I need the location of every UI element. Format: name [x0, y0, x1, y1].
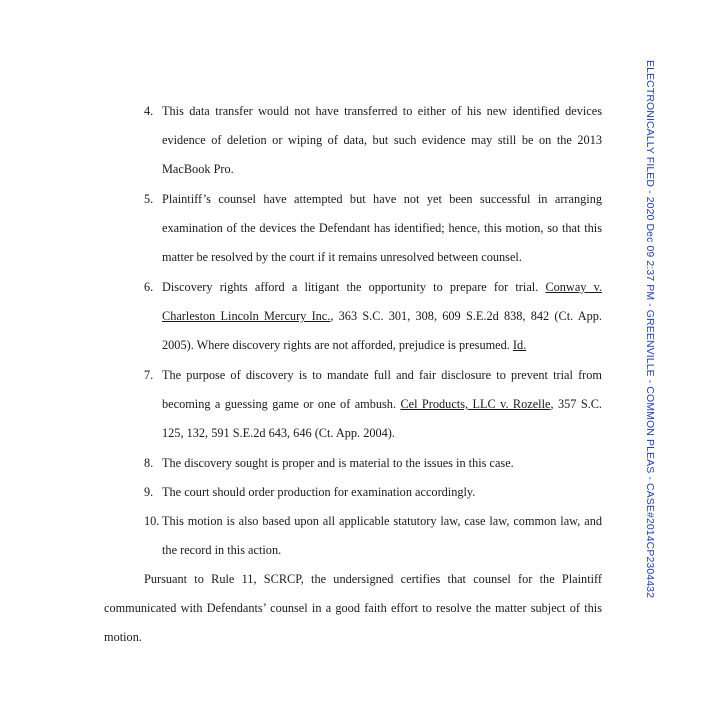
paragraph-text-lead: The purpose of discovery is to mandate full and fair disclosure to prevent trial from becoming a guessing game or one of ambush. — [162, 368, 602, 411]
id-citation: Id. — [512, 338, 527, 352]
paragraph-number: 5. — [144, 192, 154, 206]
paragraph-text: This data transfer would not have transferred to either of his new identified devices evidence of deletion or wiping of data, but such evidence may still be on the 2013 MacBook Pro. — [162, 104, 602, 176]
paragraph-number: 7. — [144, 368, 154, 382]
paragraph-text: Plaintiff’s counsel have attempted but have not yet been successful in arranging examination of the devices the Defendant has identified; hence, this motion, so that this matter be resolved by the court if it remains unresolved between counsel. — [162, 192, 602, 264]
paragraph-number: 9. — [144, 485, 154, 499]
paragraph-number: 10. — [144, 514, 160, 528]
paragraph-number: 4. — [144, 104, 154, 118]
paragraph-text — [162, 273, 602, 360]
numbered-paragraph-8 — [144, 449, 602, 478]
case-citation: Cel Products, LLC v. Rozelle — [400, 397, 551, 411]
numbered-paragraph-7 — [144, 361, 602, 448]
paragraph-text-tail: , 357 S.C. 125, 132, 591 S.E.2d 643, 646 (Ct. App. 2004). — [162, 397, 603, 440]
electronic-filing-stamp: ELECTRONICALLY FILED - 2020 Dec 09 2:37 PM - GREENVILLE - COMMON PLEAS - CASE#2014CP2304432 — [644, 60, 656, 599]
numbered-paragraph-4 — [144, 97, 602, 184]
paragraph-number: 8. — [144, 456, 154, 470]
numbered-paragraph-9 — [144, 478, 602, 507]
numbered-paragraph-5 — [144, 185, 602, 272]
numbered-paragraph-10 — [144, 507, 602, 565]
paragraph-text — [162, 361, 602, 448]
paragraph-text: The discovery sought is proper and is material to the issues in this case. — [162, 456, 514, 470]
paragraph-text: This motion is also based upon all applicable statutory law, case law, common law, and the record in this action. — [162, 514, 602, 557]
certification-paragraph: Pursuant to Rule 11, SCRCP, the undersigned certifies that counsel for the Plaintiff communicated with Defendants’ counsel in a good faith effort to resolve the matter subject of this motion. — [104, 572, 602, 644]
paragraph-text-lead: Discovery rights afford a litigant the opportunity to prepare for trial. — [162, 280, 546, 294]
paragraph-text: The court should order production for examination accordingly. — [162, 485, 476, 499]
paragraph-text-tail: , 363 S.C. 301, 308, 609 S.E.2d 838, 842 (Ct. App. 2005). Where discovery rights are not afforded, prejudice is presumed. — [162, 309, 602, 352]
paragraph-number: 6. — [144, 280, 154, 294]
numbered-paragraph-6 — [144, 273, 602, 360]
case-citation: Conway v. Charleston Lincoln Mercury Inc. — [162, 280, 603, 323]
